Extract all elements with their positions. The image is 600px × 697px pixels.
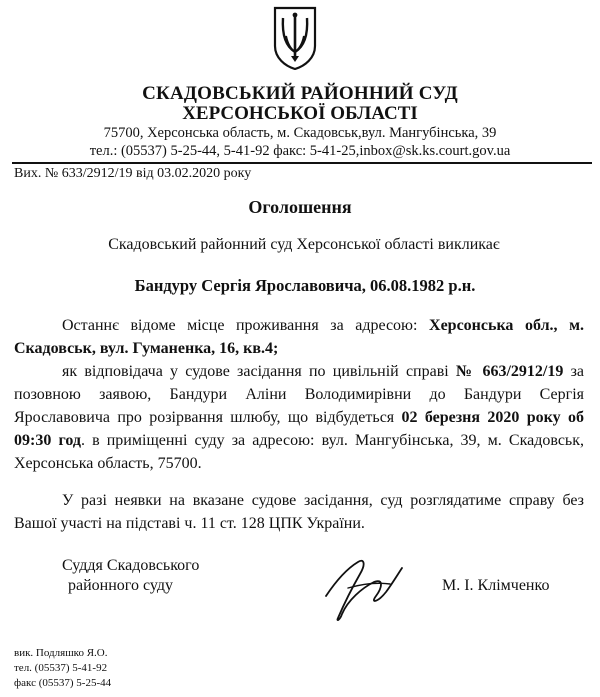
hearing-datetime: 02 березня 2020 року об 09:30 год — [14, 409, 584, 449]
court-address: 75700, Херсонська область, м. Скадовськ,вул. Мангубінська, 39 — [103, 125, 497, 141]
judge-name: М. І. Клімченко — [442, 577, 550, 594]
court-contacts: тел.: (05537) 5-25-44, 5-41-92 факс: 5-41-25,inbox@sk.ks.court.gov.ua — [89, 143, 511, 159]
absence-warning: У разі неявки на вказане судове засідання, суд розглядатиме справу без Вашої участі на підставі ч. 11 ст. 128 ЦПК України. — [14, 492, 584, 532]
summon-intro: Скадовський районний суд Херсонської області викликає — [108, 236, 500, 253]
header-divider — [12, 162, 592, 164]
judge-title-line1: Суддя Скадовського — [62, 557, 200, 574]
executor-phone: тел. (05537) 5-41-92 — [14, 662, 108, 674]
executor-name: вик. Подляшко Я.О. — [14, 647, 108, 659]
notice-body — [14, 314, 584, 535]
executor-info — [14, 646, 111, 691]
case-number: № 663/2912/19 — [455, 363, 564, 380]
document-title: Оголошення — [248, 197, 352, 217]
residence-paragraph — [14, 314, 584, 360]
residence-label: Останнє відоме місце проживання за адресою: — [62, 317, 430, 334]
court-name-line2: ХЕРСОНСЬКОЇ ОБЛАСТІ — [182, 103, 418, 124]
executor-fax: факс (05537) 5-25-44 — [14, 677, 112, 689]
hearing-text-2: за позовною заявою, Бандури Аліни Володимирівни до Бандури Сергія Ярославовича про розірвання шлюбу, що відбудеться — [14, 363, 585, 426]
hearing-paragraph — [14, 360, 584, 475]
hearing-text-3: . в приміщенні суду за адресою: вул. Мангубінська, 39, м. Скадовськ, Херсонська область, 75700. — [14, 432, 585, 472]
judge-title-line2: районного суду — [68, 577, 173, 594]
trident-coat-of-arms-icon — [273, 6, 317, 70]
court-name-line1: СКАДОВСЬКИЙ РАЙОННИЙ СУД — [142, 83, 458, 104]
outgoing-number: Вих. № 633/2912/19 від 03.02.2020 року — [14, 166, 252, 181]
hearing-text-1: як відповідача у судове засідання по цивільній справі — [62, 363, 456, 380]
summoned-person: Бандуру Сергія Ярославовича, 06.08.1982 р.н. — [134, 276, 476, 295]
handwritten-signature — [318, 548, 408, 626]
residence-address: Херсонська обл., м. Скадовськ, вул. Гуманенка, 16, кв.4; — [14, 317, 585, 357]
